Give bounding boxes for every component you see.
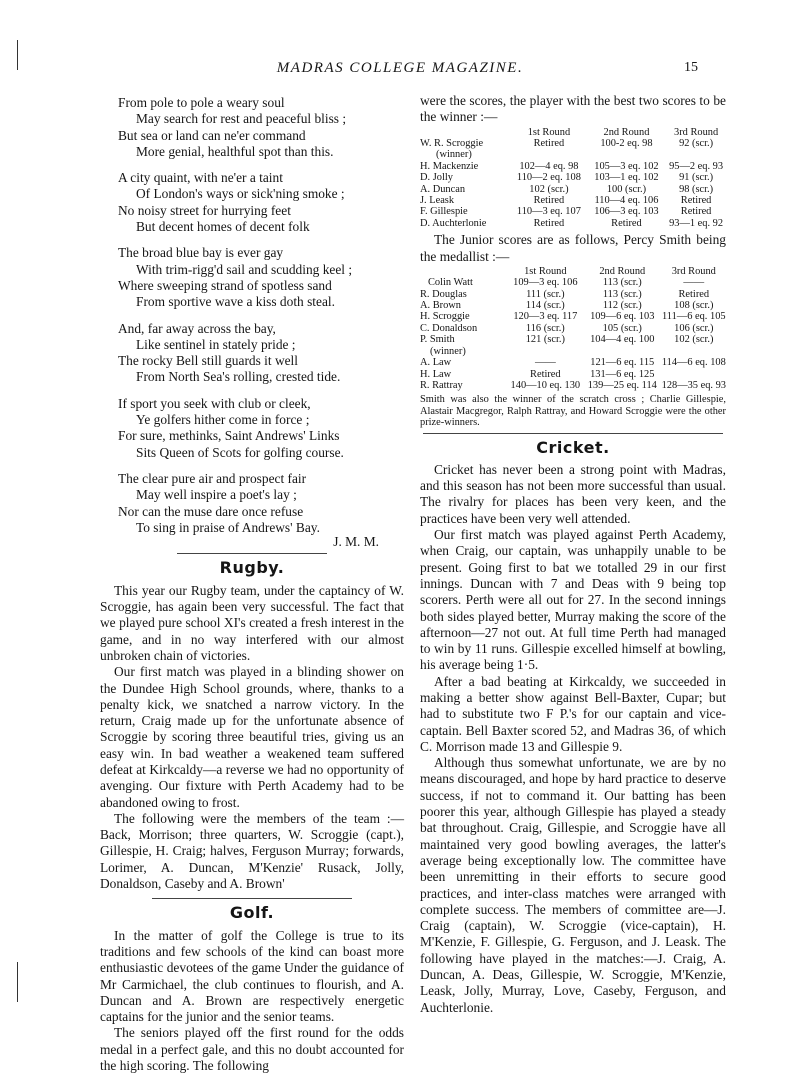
table-cell: 92 (scr.) — [679, 138, 714, 149]
table-row — [420, 172, 726, 183]
table-cell: Retired — [530, 368, 561, 380]
paragraph: Although thus somewhat unfortunate, we are by no means discouraged, and hope by hard practice to deserve success, if not to command it. Our batting has been poorer this year, although Gillespie has played a steady bat throughout. Craig, Gillespie, and Scroggie have all maintained very good bowling averages, the latter's average being exceptionally low. The committee have been unremitting in their efforts to secure good practices, and inter-class matches were arranged with complete success. The members of committee are—J. Craig (captain), W. Scroggie (vice-captain), H. M'Kenzie, F. Gillespie, G. Ferguson, and J. Leask. The following have played in the matches:—J. Craig, A. Duncan, A. Deas, Gillespie, W. Scroggie, M'Kenzie, Leask, Jolly, Murray, Love, Caseby, Ferguson, and Auchterlonie. — [420, 755, 726, 1015]
table-cell: R. Rattray — [420, 379, 463, 391]
table-row — [420, 300, 726, 311]
table-cell: 113 (scr.) — [602, 288, 642, 300]
table-cell: 105—3 eq. 102 — [594, 160, 659, 172]
table-cell: 91 (scr.) — [679, 172, 714, 184]
table-row — [420, 149, 726, 160]
table-cell: 102—4 eq. 98 — [519, 160, 579, 172]
poem-line: But decent homes of decent folk — [136, 219, 310, 235]
table-cell: (winner) — [430, 345, 466, 357]
table-cell: 104—4 eq. 100 — [590, 334, 655, 346]
table-row — [420, 346, 726, 357]
table-cell: F. Gillespie — [420, 206, 468, 218]
table-cell: 100 (scr.) — [606, 183, 647, 195]
table-row — [420, 184, 726, 195]
poem-line: Nor can the muse dare once refuse — [118, 503, 304, 519]
table-cell: H. Scroggie — [420, 311, 470, 323]
table-cell: R. Douglas — [420, 288, 467, 300]
table-cell: 100-2 eq. 98 — [600, 138, 653, 149]
table-cell: 95—2 eq. 93 — [669, 160, 724, 172]
table-cell: A. Law — [420, 357, 452, 369]
cricket-heading: Cricket. — [536, 437, 610, 457]
table-cell: Retired — [533, 217, 565, 229]
table-cell: 109—6 eq. 103 — [590, 311, 655, 323]
table-cell: 93—1 eq. 92 — [669, 217, 724, 229]
poem-line: To sing in praise of Andrews' Bay. — [136, 519, 320, 535]
table-cell: 110—3 eq. 107 — [516, 206, 581, 218]
left-column — [100, 95, 404, 1074]
table-cell: 139—25 eq. 114 — [587, 379, 657, 391]
table-cell: P. Smith — [420, 334, 455, 346]
table-header-row — [420, 127, 726, 138]
table-cell: 103—1 eq. 102 — [594, 172, 659, 184]
table-header-row — [420, 266, 726, 277]
poem-line: Where sweeping strand of spotless sand — [118, 277, 332, 293]
table-cell: 111—6 eq. 105 — [662, 311, 726, 323]
paragraph: After a bad beating at Kirkcaldy, we succeeded in making a better show against Bell-Baxter, Cupar; but had to substitute two F P.'s for our captain and vice-captain. Bell Baxter scored 52, and Madras 36, of which C. Morrison made 13 and Gillespie 9. — [420, 673, 726, 754]
cricket-article — [420, 462, 726, 1016]
poem-stanza — [118, 245, 404, 310]
page-header — [0, 60, 800, 80]
junior-scores-table — [420, 266, 726, 391]
poem-line: Sits Queen of Scots for golfing course. — [136, 444, 344, 460]
table-cell: 120—3 eq. 117 — [513, 311, 578, 323]
paragraph: The seniors played off the first round for the odds medal in a perfect gale, and this no doubt accounted for the high scoring. The following — [100, 1025, 404, 1074]
table-cell: Retired — [680, 195, 712, 207]
golf-article — [100, 928, 404, 1074]
junior-intro — [420, 232, 726, 265]
table-row — [420, 277, 726, 288]
poem-stanza — [118, 321, 404, 386]
column-header — [420, 266, 508, 277]
table-cell: A. Duncan — [420, 183, 466, 195]
binding-edge-mark — [17, 962, 18, 1002]
table-cell: 121—6 eq. 115 — [590, 357, 655, 369]
table-row — [420, 218, 726, 229]
table-cell — [583, 346, 662, 357]
table-cell — [508, 346, 583, 357]
table-cell: Retired — [678, 288, 710, 300]
table-row — [420, 161, 726, 172]
column-header: 3rd Round — [671, 265, 716, 277]
prize-note: Smith was also the winner of the scratch cross ; Charlie Gillespie, Alastair Macgregor, Ralph Rattray, and Howard Scroggie were the other prize-winners. — [420, 394, 726, 429]
table-cell: Colin Watt — [428, 277, 473, 289]
rugby-heading: Rugby. — [219, 558, 285, 578]
table-cell: 112 (scr.) — [602, 300, 642, 312]
table-cell: Retired — [611, 217, 642, 229]
poem-line: More genial, healthful spot than this. — [136, 143, 334, 159]
table-row — [420, 357, 726, 368]
table-cell: A. Brown — [420, 300, 461, 312]
paragraph: This year our Rugby team, under the captaincy of W. Scroggie, has again been very successful. The fact that we played pure school XI's created a fresh interest in the game, and in no way interfered with our almost unbroken chain of victories. — [100, 582, 404, 663]
poem-line: The broad blue bay is ever gay — [118, 245, 284, 261]
table-cell: D. Auchterlonie — [420, 217, 487, 229]
table-cell — [662, 369, 726, 380]
poem-line: From pole to pole a weary soul — [118, 95, 285, 110]
poem-stanza — [118, 170, 404, 235]
table-row — [420, 195, 726, 206]
table-cell: 110—2 eq. 108 — [516, 172, 581, 184]
poem-line: The clear pure air and prospect fair — [118, 470, 307, 486]
paragraph: Cricket has never been a strong point with Madras, and this season has not been more successful than usual. The rivalry for places has been very keen, and the practices have been very well attended. — [420, 461, 726, 526]
poem-line: From North Sea's rolling, crested tide. — [136, 369, 341, 385]
senior-scores-table — [420, 127, 726, 230]
paragraph: Our first match was played against Perth Academy, when Craig, our captain, was unhappily unable to be present. Going first to bat we totalled 29 in our first innings. Duncan with 7 and Deas with 9 being top scorers. Perth were all out for 27. In the second innings both sides played better, Murray making the score of the afternoon—27 not out. At full time Perth had managed to win by 11 runs. Gillespie excelled himself at bowling, his average being 1·5. — [420, 527, 726, 673]
paragraph: The Junior scores are as follows, Percy Smith being the medallist :— — [420, 232, 726, 264]
table-cell: 105 (scr.) — [602, 322, 642, 334]
page-number: 15 — [684, 60, 698, 75]
table-cell: 110—4 eq. 106 — [594, 195, 659, 207]
table-cell: W. R. Scroggie — [420, 138, 484, 149]
right-column — [420, 93, 726, 1016]
table-cell: J. Leask — [420, 195, 455, 207]
table-cell: 109—3 eq. 106 — [513, 277, 578, 289]
poem-stanza — [118, 396, 404, 461]
table-cell: 102 (scr.) — [529, 183, 569, 195]
column-header: 3rd Round — [674, 126, 719, 138]
table-cell: Retired — [533, 195, 565, 207]
poem-line: No noisy street for hurrying feet — [118, 202, 291, 218]
running-title: MADRAS COLLEGE MAGAZINE. — [276, 60, 524, 76]
poem-line: A city quaint, with ne'er a taint — [118, 170, 283, 186]
poem-line: May well inspire a poet's lay ; — [136, 487, 297, 503]
table-cell: 121 (scr.) — [525, 334, 565, 346]
table-cell: 108 (scr.) — [674, 300, 714, 312]
paragraph: In the matter of golf the College is true to its traditions and few schools of the kind can boast more enthusiastic devotees of the game Under the guidance of Mr Carmichael, the club continues to flourish, and A. Duncan and A. Brown are respectively energetic captains for the junior and the senior teams. — [100, 927, 404, 1025]
table-row — [420, 311, 726, 322]
paragraph: Our first match was played in a blinding shower on the Dundee High School grounds, where, thanks to a penalty kick, we snatched a narrow victory. In the return, Craig made up for the unfortunate absence of Scroggie by scoring three beautiful tries, giving us an easy win. In bad weather a weakened team suffered defeat at Kirkcaldy—a reverse we had no opportunity of avenging. Our fixture with Perth Academy had to be abandoned owing to frost. — [100, 664, 404, 810]
poem-signature: J. M. M. — [333, 534, 379, 550]
poem-line: Of London's ways or sick'ning smoke ; — [136, 186, 345, 202]
column-header: 1st Round — [527, 126, 571, 138]
table-cell — [662, 346, 726, 357]
table-cell — [511, 149, 587, 160]
table-cell: Retired — [533, 138, 565, 149]
column-header — [420, 127, 511, 138]
poem-line: May search for rest and peaceful bliss ; — [136, 111, 347, 127]
poem-line: From sportive wave a kiss doth steal. — [136, 294, 335, 310]
column-header: 1st Round — [524, 265, 567, 277]
table-cell: —— — [683, 277, 705, 289]
column-header: 2nd Round — [603, 126, 650, 138]
table-cell: 140—10 eq. 130 — [510, 379, 581, 391]
table-row — [420, 369, 726, 380]
paragraph: The following were the members of the team :— Back, Morrison; three quarters, W. Scroggie (capt.), Gillespie, H. Craig; halves, Ferguson Murray; forwards, Lorimer, A. Duncan, M'Kenzie' Rusack, Jolly, Donaldson, Caseby and A. Brown' — [100, 810, 404, 892]
table-cell: 116 (scr.) — [525, 322, 565, 334]
table-cell: H. Law — [420, 368, 452, 380]
table-cell: (winner) — [436, 149, 472, 161]
table-cell — [666, 149, 726, 160]
poem-line: For sure, methinks, Saint Andrews' Links — [118, 428, 340, 444]
poem-line: With trim-rigg'd sail and scudding keel ; — [136, 261, 353, 277]
golf-heading: Golf. — [229, 903, 275, 923]
table-cell: 114 (scr.) — [525, 300, 565, 312]
table-cell: H. Mackenzie — [420, 160, 479, 172]
golf-continued — [420, 93, 726, 126]
table-row — [420, 206, 726, 217]
table-cell: 131—6 eq. 125 — [590, 368, 655, 380]
paragraph: were the scores, the player with the best two scores to be the winner :— — [420, 93, 726, 125]
table-cell: D. Jolly — [420, 172, 453, 184]
table-cell: Retired — [680, 206, 712, 218]
table-cell: C. Donaldson — [420, 322, 478, 334]
poem-stanza — [118, 95, 404, 160]
poem-line: And, far away across the bay, — [118, 320, 276, 336]
table-cell: 106 (scr.) — [674, 322, 714, 334]
table-cell: 98 (scr.) — [679, 183, 714, 195]
table-cell — [587, 149, 666, 160]
table-cell: 102 (scr.) — [674, 334, 714, 346]
section-divider — [152, 898, 352, 899]
binding-edge-mark — [17, 40, 18, 70]
table-cell: 128—35 eq. 93 — [661, 379, 726, 391]
poem — [118, 95, 404, 550]
poem-line: If sport you seek with club or cleek, — [118, 395, 311, 411]
table-row — [420, 380, 726, 391]
section-divider — [423, 433, 723, 434]
table-cell: 113 (scr.) — [602, 277, 642, 289]
poem-stanza — [118, 471, 404, 536]
column-header: 2nd Round — [599, 265, 646, 277]
rugby-article — [100, 583, 404, 893]
table-row — [420, 323, 726, 334]
poem-line: Like sentinel in stately pride ; — [136, 336, 296, 352]
table-cell: 111 (scr.) — [526, 288, 565, 300]
poem-line: But sea or land can ne'er command — [118, 127, 306, 143]
table-row — [420, 289, 726, 300]
table-row — [420, 138, 726, 149]
table-cell: 114—6 eq. 108 — [661, 357, 726, 369]
poem-line: The rocky Bell still guards it well — [118, 353, 298, 369]
table-row — [420, 334, 726, 345]
poem-line: Ye golfers hither come in force ; — [136, 412, 310, 428]
table-cell: 106—3 eq. 103 — [594, 206, 659, 218]
section-divider — [177, 553, 327, 554]
table-cell: —— — [534, 357, 556, 369]
